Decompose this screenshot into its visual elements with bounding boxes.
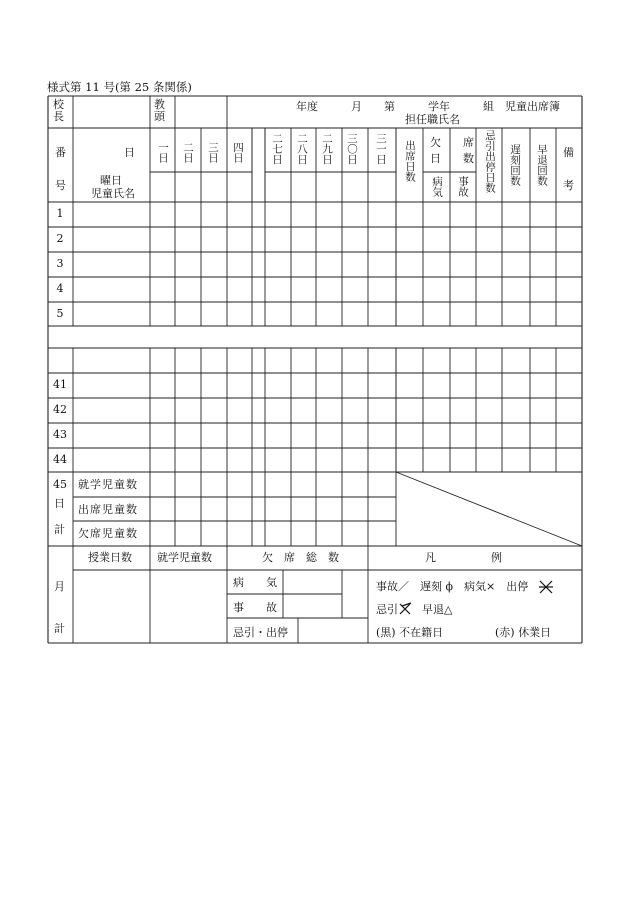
grid-line [396, 472, 582, 546]
day-2-header: 二日 [182, 142, 194, 163]
class-days-label: 授業日数 [88, 551, 132, 564]
row-number: 45 [53, 478, 67, 491]
row-number: 2 [56, 232, 64, 245]
monthly-accident-label: 事 故 [233, 601, 277, 614]
late-count-header: 遅刻回数 [509, 144, 521, 186]
monthly-illness-label: 病 気 [233, 576, 277, 589]
row-number: 1 [56, 207, 64, 220]
row-number: 44 [53, 453, 67, 466]
legend-line-2: 忌引 [376, 603, 398, 616]
vice-principal-label: 教 頭 [154, 98, 165, 123]
daily-absent-label: 欠席児童数 [78, 527, 138, 540]
row-number: 43 [53, 428, 67, 441]
absence-illness-header: 病気 [431, 176, 443, 197]
mourning-symbol-icon [398, 602, 412, 616]
legend-line-2b: 早退△ [422, 603, 453, 616]
row-number: 3 [56, 257, 64, 270]
suspension-symbol-icon [538, 580, 554, 594]
day-28-header: 二八日 [296, 133, 308, 165]
pupil-name-header: 児童氏名 [91, 187, 135, 200]
attendance-days-header: 出席日数 [404, 140, 416, 182]
day-3-header: 三日 [207, 142, 219, 163]
weekday-header: 曜日 [100, 174, 122, 187]
number-header-top: 番 [55, 146, 66, 159]
legend-line-1: 事故／ 遅刻 ϕ 病気× 出停 [376, 580, 529, 593]
legend-line-3b: (赤) 休業日 [495, 626, 552, 639]
register-title: 年度 月 第 学年 組 児童出席簿 [296, 100, 560, 113]
absence-total-label: 欠 席 総 数 [262, 551, 339, 564]
daily-present-label: 出席児童数 [78, 503, 138, 516]
absence-days-header-sub: 日 数 [430, 152, 474, 165]
day-31-header: 三一日 [375, 133, 387, 165]
homeroom-teacher-label: 担任職氏名 [405, 113, 460, 126]
day-header: 日 [124, 146, 135, 159]
daily-enrolled-label: 就学児童数 [78, 478, 138, 491]
row-number: 41 [53, 378, 67, 391]
early-leave-header: 早退回数 [536, 144, 548, 186]
monthly-total-label: 月 計 [54, 580, 65, 635]
mourning-suspension-header: 忌引出停日数 [484, 130, 496, 193]
day-1-header: 一日 [157, 142, 169, 163]
number-header-bottom: 号 [55, 179, 66, 192]
absence-accident-header: 事故 [457, 176, 469, 197]
absence-days-header-top: 欠 席 [430, 136, 474, 149]
remarks-header-top: 備 [563, 146, 574, 159]
remarks-header-bottom: 考 [563, 179, 574, 192]
legend-line-3a: (黒) 不在籍日 [376, 626, 444, 639]
day-29-header: 二九日 [321, 133, 333, 165]
row-number: 42 [53, 403, 67, 416]
daily-total-label: 日 計 [54, 497, 65, 536]
form-label: 様式第 11 号(第 25 条関係) [47, 80, 192, 94]
legend-title: 凡 例 [425, 551, 502, 564]
day-4-header: 四日 [232, 142, 244, 163]
row-number: 4 [56, 282, 64, 295]
row-number: 5 [56, 307, 64, 320]
day-30-header: 三〇日 [346, 133, 358, 165]
monthly-mourning-label: 忌引・出停 [233, 626, 288, 639]
day-27-header: 二七日 [271, 133, 283, 165]
principal-label: 校 長 [53, 98, 64, 123]
monthly-enrolled-label: 就学児童数 [157, 551, 212, 564]
